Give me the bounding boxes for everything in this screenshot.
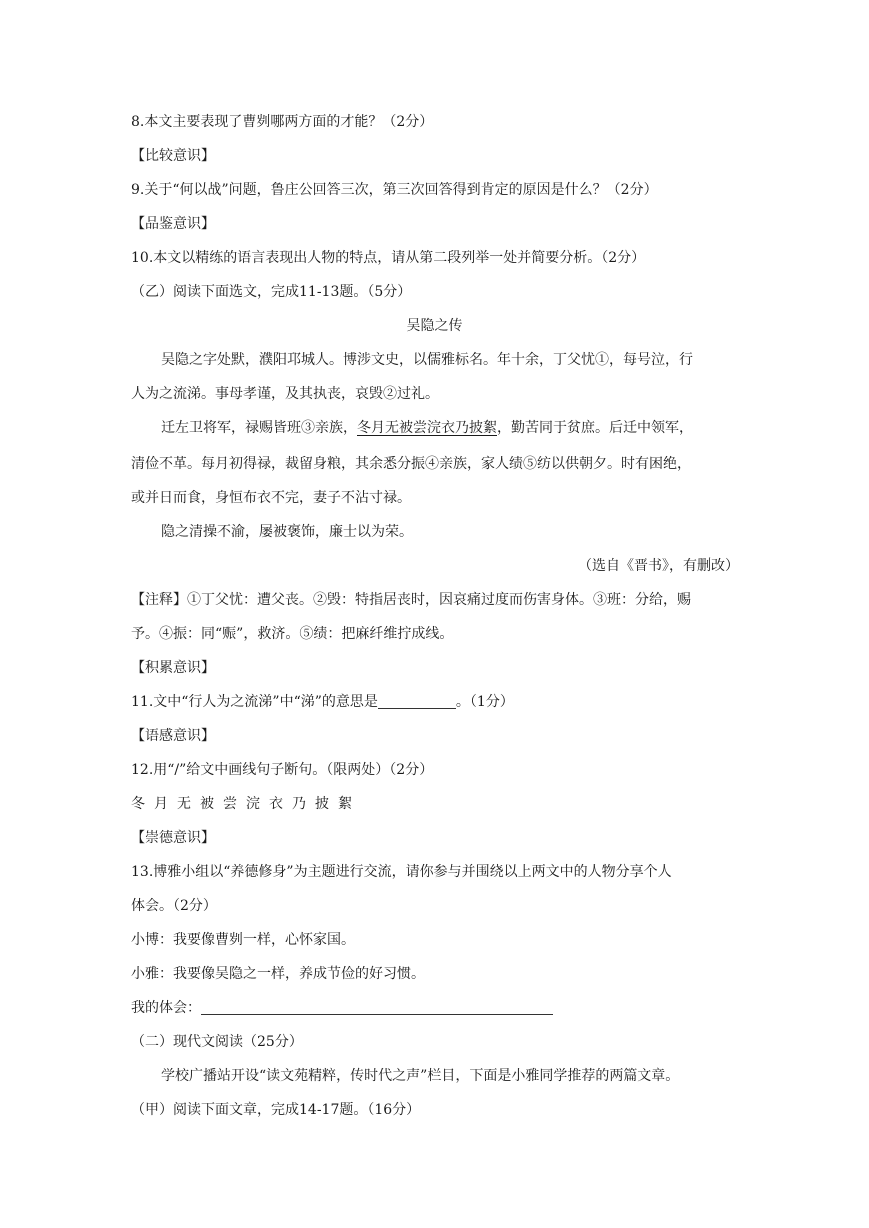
- question-11-text: 11.文中“行人为之流涕”中“涕”的意思是: [131, 694, 378, 710]
- notes-line-1: 【注释】①丁父忧：遭父丧。②毁：特指居丧时，因哀痛过度而伤害身体。③班：分给，赐: [131, 592, 691, 608]
- question-11: [131, 692, 514, 712]
- paragraph-2-line-2: 清俭不革。每月初得禄，裁留身粮，其余悉分振④亲族，家人绩⑤纺以供朝夕。时有困绝，: [131, 456, 691, 472]
- underlined-sentence: 冬月无被尝浣衣乃披絮: [357, 420, 497, 436]
- paragraph-2-text-before: 迁左卫将军，禄赐皆班③亲族，: [161, 420, 357, 436]
- part-2-title: （二）现代文阅读（25分）: [131, 1034, 303, 1050]
- question-11-points: 。（1分）: [455, 694, 514, 710]
- section-language: 【语感意识】: [131, 728, 215, 744]
- source-citation: （选自《晋书》，有删改）: [578, 558, 739, 574]
- notes-line-2: 予。④振：同“赈”，救济。⑤绩：把麻纤维拧成线。: [131, 626, 454, 642]
- question-12-sentence: 冬月无被尝浣衣乃披絮: [131, 796, 361, 812]
- section-compare: 【比较意识】: [131, 148, 215, 164]
- xiaobo-statement: 小博：我要像曹刿一样，心怀家国。: [131, 932, 355, 948]
- section-virtue: 【崇德意识】: [131, 830, 215, 846]
- question-10: 10.本文以精练的语言表现出人物的特点，请从第二段列举一处并简要分析。（2分）: [131, 250, 646, 266]
- question-12: 12.用“/”给文中画线句子断句。（限两处）（2分）: [131, 762, 434, 778]
- answer-blank-11[interactable]: [378, 694, 456, 709]
- xiaoya-statement: 小雅：我要像吴隐之一样，养成节俭的好习惯。: [131, 966, 425, 982]
- my-view: [131, 998, 553, 1018]
- section-appreciate: 【品鉴意识】: [131, 216, 215, 232]
- paragraph-1-line-2: 人为之流涕。事母孝谨，及其执丧，哀毁②过礼。: [131, 386, 439, 402]
- question-13-line-1: 13.博雅小组以“养德修身”为主题进行交流，请你参与并围绕以上两文中的人物分享个人: [131, 864, 672, 880]
- part-b-intro: （乙）阅读下面选文，完成11-13题。（5分）: [131, 284, 412, 300]
- section-accumulate: 【积累意识】: [131, 660, 215, 676]
- question-8: 8.本文主要表现了曹刿哪两方面的才能？（2分）: [131, 114, 434, 130]
- part-a-intro: （甲）阅读下面文章，完成14-17题。（16分）: [131, 1102, 421, 1118]
- question-9: 9.关于“何以战”问题，鲁庄公回答三次，第三次回答得到肯定的原因是什么？（2分）: [131, 182, 658, 198]
- part-2-intro: 学校广播站开设“读文苑精粹，传时代之声”栏目，下面是小雅同学推荐的两篇文章。: [161, 1068, 680, 1084]
- article-title: 吴隐之传: [406, 318, 463, 334]
- paragraph-2-line-3: 或并日而食，身恒布衣不完，妻子不沾寸禄。: [131, 490, 411, 506]
- paragraph-1-line-1: 吴隐之字处默，濮阳邛城人。博涉文史，以儒雅标名。年十余，丁父忧①，每号泣，行: [161, 352, 693, 368]
- question-13-line-2: 体会。（2分）: [131, 898, 217, 914]
- my-view-label: 我的体会：: [131, 1000, 201, 1016]
- paragraph-2-line-1: [161, 418, 693, 438]
- paragraph-3: 隐之清操不渝，屡被褒饰，廉士以为荣。: [161, 524, 413, 540]
- answer-blank-13[interactable]: [201, 1000, 553, 1015]
- paragraph-2-text-after: ，勤苦同于贫庶。后迁中领军，: [497, 420, 693, 436]
